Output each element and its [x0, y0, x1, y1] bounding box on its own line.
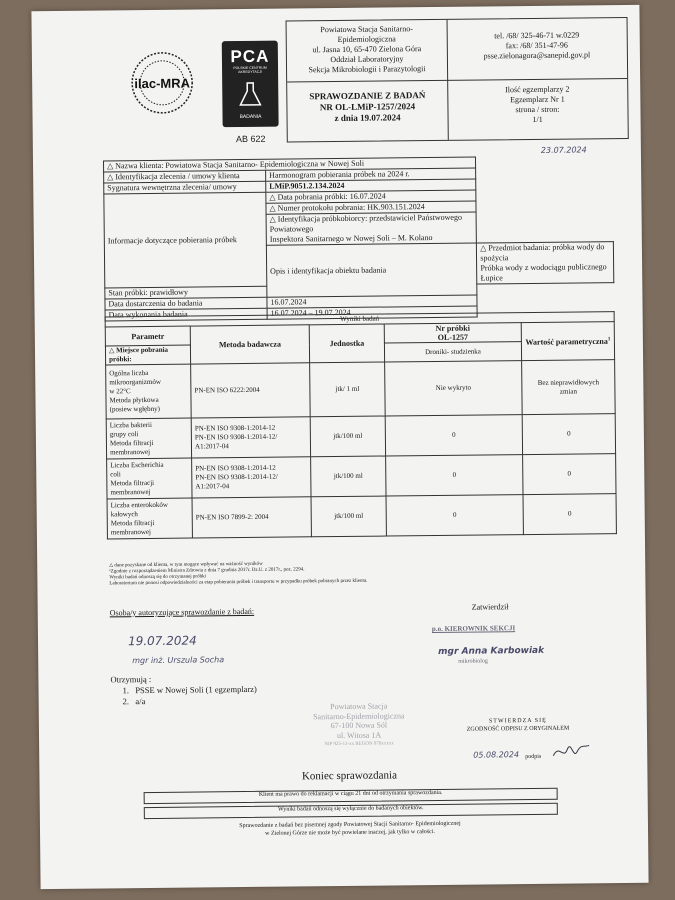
info-table: △ Nazwa klienta: Powiatowa Stacja Sanitarno- Epidemiologiczna w Nowej Soli △ Identyfikacja zlecenia / umowy klienta Harmonogram pobierania próbek na 2024 r. Sygnatura wewnętrzna zlecenia/ umowy LMiP.9051.2.134.2024 Informacje dotyczące pobierania próbek △ Data pobrania próbki: 16.07.2024 △ Numer protokołu pobrania: HK.903.151.2024 △ Identyfikacja próbkobiorcy: przedstawiciel Państwowego Powiatowego Inspektora Sanitarnego w Nowej Soli – M. Kolano Opis i identyfikacja obiektu badania △ Przedmiot badania: próbka wody do spożycia Próbka wody z wodociągu publicznego Łupice Stan próbki: prawidłowy Data dostarczenia do badania 16.07.2024 Data wykonania badania 16.07.2024 – 19.07.2024 [103, 155, 615, 321]
header-box [286, 17, 629, 143]
footnotes: △ dane pozyskane od klienta, w tym mogące wpływać na ważność wyników ¹Zgodnie z rozporządzeniem Ministra Zdrowia z dnia 7 grudnia 2017r. Dz.U. z 2017r., poz. 2294. Wyniki badań odnoszą się do otrzymanej próbki Laboratorium nie ponosi odpowiedzialności za etap pobierania próbek i transportu w przypadku próbek pobranych przez klienta. [109, 561, 368, 587]
ilac-text: ilac-MRA [134, 75, 191, 92]
report-title-block [287, 90, 447, 125]
report-copies: Ilość egzemplarzy 2 Egzemplarz Nr 1 strona / stron: 1/1 [505, 84, 570, 124]
table-row: Liczba Escherichia coli Metoda filtracji membranowej PN-EN ISO 9308-1:2014-12 PN-EN ISO 9308-1:2014-12/ A1:2017-04 jtk/100 ml 0 0 [107, 454, 616, 499]
results-table: Wyniki badań Parametr Metoda badawcza Jednostka Nr próbki OL-1257 Wartość parametryczna$^1$ Droniki- studzienka △ Miejsce pobrania próbki: Ogólna liczba mikroorganizmów w 22°C Metoda płytkowa (posiew wgłębny) PN-EN ISO 6222:2004 jtk/ 1 ml Nie wykryto Bez nieprawidłowych zmian Liczba bakterii grupy coli Metoda filtracji membranowej PN-EN ISO 9308-1:2014-12 PN-EN ISO 9308-1:2014-12/ A1:2017-04 jtk/100 ml 0 0 Liczba Escherichia coli Metoda filtracji membranowej PN-EN ISO 9308-1:2014-12 PN-EN ISO 9308-1:2014-12/ A1:2017-04 jtk/100 ml 0 0 Liczba enterokoków kałowych Metoda filtracji membranowej PN-EN ISO 7899-2: 2004 jtk/100 ml 0 0 [105, 311, 617, 539]
accreditation-number: AB 622 [235, 133, 266, 145]
office-stamp: Powiatowa Stacja Sanitarno-Epidemiologiczna 67-100 Nowa Sól ul. Witosa 1A NIP 925-11-xx REGON 970xxxxx [313, 701, 405, 748]
approved-label: Zatwierdził [471, 602, 509, 612]
certify-stamp: STWIERDZA SIĘ ZGODNOŚĆ ODPISU Z ORYGINAŁEM [466, 717, 570, 733]
head-name: mgr Anna Karbowiak [438, 645, 545, 657]
table-row: Ogólna liczba mikroorganizmów w 22°C Metoda płytkowa (posiew wgłębny) PN-EN ISO 6222:2004 jtk/ 1 ml Nie wykryto Bez nieprawidłowych zmian [106, 360, 616, 419]
pca-logo [222, 41, 279, 145]
table-row: Liczba enterokoków kałowych Metoda filtracji membranowej PN-EN ISO 7899-2: 2004 jtk/100 ml 0 0 [107, 494, 616, 539]
results-title: Wyniki badań [105, 312, 614, 327]
lab-email: psse.zielonagora@sanepid.gov.pl [483, 50, 591, 61]
report-title: SPRAWOZDANIE Z BADAŃ [309, 90, 426, 102]
lab-tel: tel. /68/ 325-46-71 w.0229 [494, 30, 580, 41]
ilac-mra-logo [126, 49, 199, 116]
location-value: Droniki- studzienka [384, 342, 521, 362]
footer-complaint: Klient ma prawo do reklamacji w ciągu 21 dni od otrzymania sprawozdania. [144, 788, 558, 804]
head-title: p.o. KIEROWNIK SEKCJI [431, 624, 516, 634]
report-date: z dnia 19.07.2024 [334, 112, 401, 124]
lab-address: Powiatowa Stacja Sanitarno- Epidemiologiczna ul. Jasna 10, 65-470 Zielona Góra Oddział Laboratoryjny Sekcja Mikrobiologii i Parazytologii [308, 24, 426, 75]
report-document [31, 5, 648, 889]
pca-title: PCA [230, 46, 270, 67]
certify-sign-label: podpis [525, 753, 542, 761]
lab-contact [449, 30, 625, 62]
signature-scribble [551, 741, 591, 761]
left-signature-date: 19.07.2024 [127, 633, 197, 649]
received-date-handwriting: 23.07.2024 [540, 145, 587, 155]
pca-badania: BADANIA [239, 113, 262, 121]
report-number: NR OL-LMiP-1257/2024 [319, 101, 416, 113]
footer-scope: Wyniki badań odnoszą się wyłącznie do badanych obiektów. [144, 803, 558, 819]
certify-date: 05.08.2024 [473, 750, 520, 760]
flask-icon [238, 81, 262, 109]
authorized-label: Osoba/y autoryzujące sprawozdanie z badań: [109, 606, 255, 618]
left-signature-name: mgr inż. Urszula Socha [132, 655, 225, 666]
pca-subtitle: POLSKIE CENTRUM AKREDYTACJI [233, 65, 267, 75]
head-role: mikrobiolog [458, 658, 488, 665]
end-of-report: Koniec sprawozdania [301, 769, 398, 783]
client-name: △ Nazwa klienta: Powiatowa Stacja Sanitarno- Epidemiologiczna w Nowej Soli [103, 157, 475, 172]
table-row: Liczba bakterii grupy coli Metoda filtracji membranowej PN-EN ISO 9308-1:2014-12 PN-EN ISO 9308-1:2014-12/ A1:2017-04 jtk/100 ml 0 0 [106, 414, 615, 459]
recipients: Otrzymują : 1. PSSE w Nowej Soli (1 egzemplarz) 2. a/a [110, 673, 257, 707]
lab-fax: fax: /68/ 351-47-96 [505, 40, 568, 51]
sample-number: OL-1257 [437, 332, 469, 342]
footer-copyright: Sprawozdanie z badań bez pisemnej zgody Powiatowej Stacji Sanitarno- Epidemiologicznej w Zielonej Górze nie może być powielane inaczej, jak tylko w całości. [239, 820, 461, 837]
